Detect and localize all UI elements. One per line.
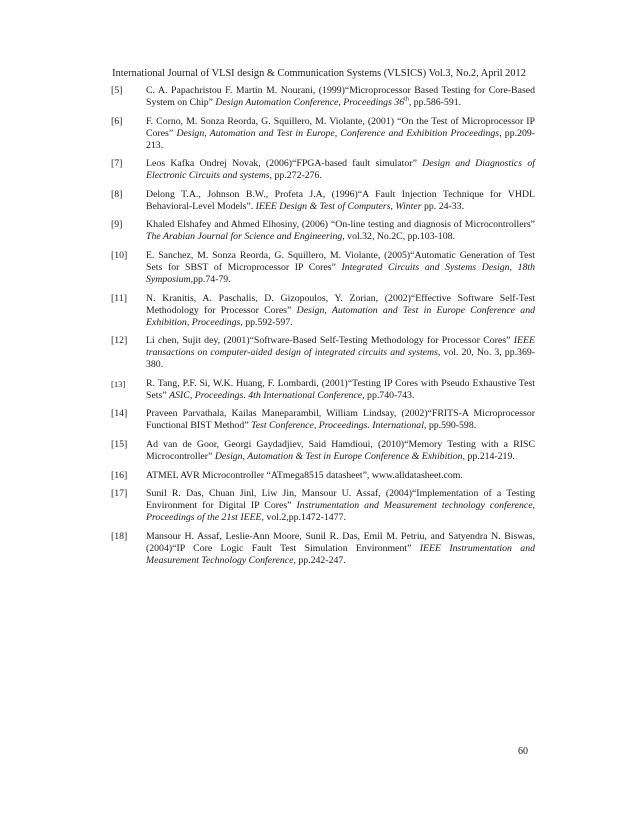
reference-number: [7] — [111, 158, 123, 170]
italic-venue-text: IEEE transactions on computer-aided design of integrated circuits and systems, — [146, 335, 535, 359]
italic-venue-text: IEEE Instrumentation and Measurement Technology Conference, — [146, 542, 535, 566]
reference-entry — [111, 488, 535, 524]
reference-entry — [111, 293, 535, 329]
reference-text — [146, 85, 535, 109]
reference-number: [6] — [111, 115, 123, 127]
reference-text-segment: C. A. Papachristou F. Martin M. Nourani, (1999)“Microprocessor Based Testing for Core-Based System on Chip” — [146, 85, 535, 108]
reference-entry — [111, 378, 535, 402]
italic-venue-text: Design, Automation & Test in Europe Conference & Exhibition, — [214, 450, 465, 462]
italic-venue-text: The Arabian Journal for Science and Engineering, — [146, 231, 345, 243]
reference-number: [11] — [111, 292, 127, 304]
reference-number: [13] — [111, 378, 126, 389]
reference-entry — [111, 116, 535, 152]
reference-text-segment: E. Sanchez, M. Sonza Reorda, G. Squillero, M. Violante, (2005)“Automatic Generation of Test Sets for SBST of Microprocessor IP Cores” — [146, 249, 535, 273]
reference-number: [16] — [111, 469, 128, 481]
reference-number: [12] — [111, 335, 128, 347]
reference-entry — [111, 219, 535, 243]
reference-text-segment: , pp.586-591. — [408, 97, 462, 108]
italic-venue-text: ASIC, Proceedings. 4th International Conference, — [169, 389, 365, 401]
reference-text-segment: Ad van de Goor, Georgi Gaydadjiev, Said Hamdioui, (2010)“Memory Testing with a RISC Microcontroller” — [146, 438, 535, 462]
reference-text-segment: F. Corno, M. Sonza Reorda, G. Squillero, M. Violante, (2001) “On the Test of Microprocessor IP Cores” — [146, 115, 535, 139]
reference-text — [146, 335, 535, 371]
reference-number: [5] — [111, 85, 123, 96]
reference-number: [10] — [111, 249, 128, 261]
reference-text — [146, 378, 535, 402]
reference-number: [8] — [111, 188, 123, 200]
italic-venue-text: Design, Automation and Test in Europe, Conference and Exhibition Proceedings, — [176, 127, 502, 139]
reference-text-segment: Khaled Elshafey and Ahmed Elhosiny, (2006) “On-line testing and diagnosis of Microcontrollers” — [146, 219, 535, 231]
reference-text-segment: vol. 20, No. 3, pp.369-380. — [146, 347, 535, 371]
reference-text — [146, 189, 535, 213]
reference-entry — [111, 250, 535, 286]
italic-venue-text: IEEE Design & Test of Computers, Winter — [255, 200, 422, 212]
reference-text-segment: Mansour H. Assaf, Leslie-Ann Moore, Sunil R. Das, Emil M. Petriu, and Satyendra N. Biswas, (2004)“IP Core Logic Fault Test Simulation Environment” — [146, 530, 535, 554]
reference-entry — [111, 189, 535, 213]
reference-number: [15] — [111, 438, 128, 450]
reference-text — [146, 250, 535, 286]
reference-text-segment: Delong T.A., Johnson B.W., Profeta J.A, (1996)“A Fault Injection Technique for VHDL Behavioral-Level Models”. — [146, 188, 535, 212]
reference-text-segment: R. Tang, P.F. Si, W.K. Huang, F. Lombardi, (2001)“Testing IP Cores with Pseudo Exhaustive Test Sets” — [146, 377, 535, 401]
italic-venue-text: Design and Diagnostics of Electronic Circuits and systems, — [146, 158, 535, 182]
reference-text-segment: pp.214-219. — [465, 450, 515, 462]
reference-text — [146, 293, 535, 329]
reference-text — [146, 470, 535, 482]
reference-text-segment: pp.592-597. — [242, 316, 293, 328]
reference-text-segment: pp.272-276. — [272, 170, 322, 182]
reference-text-segment: Praveen Parvathala, Kailas Maneparambil, William Lindsay, (2002)“FRITS-A Microprocessor Functional BIST Method” — [146, 408, 535, 432]
reference-text — [146, 158, 535, 182]
reference-text — [146, 408, 535, 432]
running-header: International Journal of VLSI design & Communication Systems (VLSICS) Vol.3, No.2, April 2012 — [112, 68, 526, 79]
reference-entry — [111, 85, 535, 109]
reference-text-segment: pp.242-247. — [295, 554, 346, 566]
italic-venue-text: Test Conference, Proceedings. International, — [251, 420, 427, 432]
reference-text-segment: Leos Kafka Ondrej Novak, (2006)“FPGA-based fault simulator” — [146, 158, 423, 170]
reference-entry — [111, 531, 535, 567]
reference-list — [111, 85, 535, 573]
reference-text-segment: pp.209-213. — [146, 127, 536, 151]
italic-venue-text: Integrated Circuits and Systems Design, 18th Symposium, — [146, 261, 535, 285]
reference-text-segment: pp. 24-33. — [421, 200, 465, 212]
reference-entry — [111, 439, 535, 463]
reference-text-segment: ATMEL AVR Microcontroller “ATmega8515 datasheet”, www.alldatasheet.com. — [146, 469, 463, 481]
reference-text-segment: Sunil R. Das, Chuan Jinl, Liw Jin, Mansour U. Assaf, (2004)“Implementation of a Testing Environment for Digital IP Cores” — [146, 488, 535, 512]
reference-text — [146, 116, 535, 152]
reference-entry — [111, 470, 535, 482]
superscript-text: th — [404, 96, 409, 103]
reference-text — [146, 488, 535, 524]
reference-text-segment: vol.32, No.2C, pp.103-108. — [344, 231, 455, 243]
reference-text — [146, 219, 535, 243]
reference-text-segment: pp.74-79. — [193, 273, 231, 285]
reference-text — [146, 439, 535, 463]
reference-text-segment: Li chen, Sujit dey, (2001)“Software-Based Self-Testing Methodology for Processor Cores” — [146, 335, 514, 347]
reference-text-segment: N. Kranitis, A. Paschalis, D. Gizopoulos, Y. Zorian, (2002)“Effective Software Self-Test Methodology for Processor Cores” — [146, 292, 535, 316]
page-number: 60 — [518, 746, 528, 757]
italic-venue-text: Design, Automation and Test in Europe Conference and Exhibition, Proceedings, — [146, 304, 536, 328]
reference-entry — [111, 158, 535, 182]
reference-text-segment: pp.590-598. — [426, 420, 477, 432]
italic-venue-text: Design Automation Conference, Proceedings 36 — [215, 97, 405, 108]
italic-venue-text: Instrumentation and Measurement technology conference, Proceedings of the 21st IEEE, — [146, 500, 535, 524]
reference-number: [9] — [111, 219, 123, 231]
reference-text-segment: pp.740-743. — [364, 389, 415, 401]
reference-entry — [111, 408, 535, 432]
reference-text — [146, 531, 535, 567]
reference-number: [14] — [111, 408, 128, 420]
reference-text-segment: vol.2,pp.1472-1477. — [264, 512, 346, 524]
reference-number: [17] — [111, 488, 128, 500]
reference-number: [18] — [111, 530, 128, 542]
reference-entry — [111, 335, 535, 371]
